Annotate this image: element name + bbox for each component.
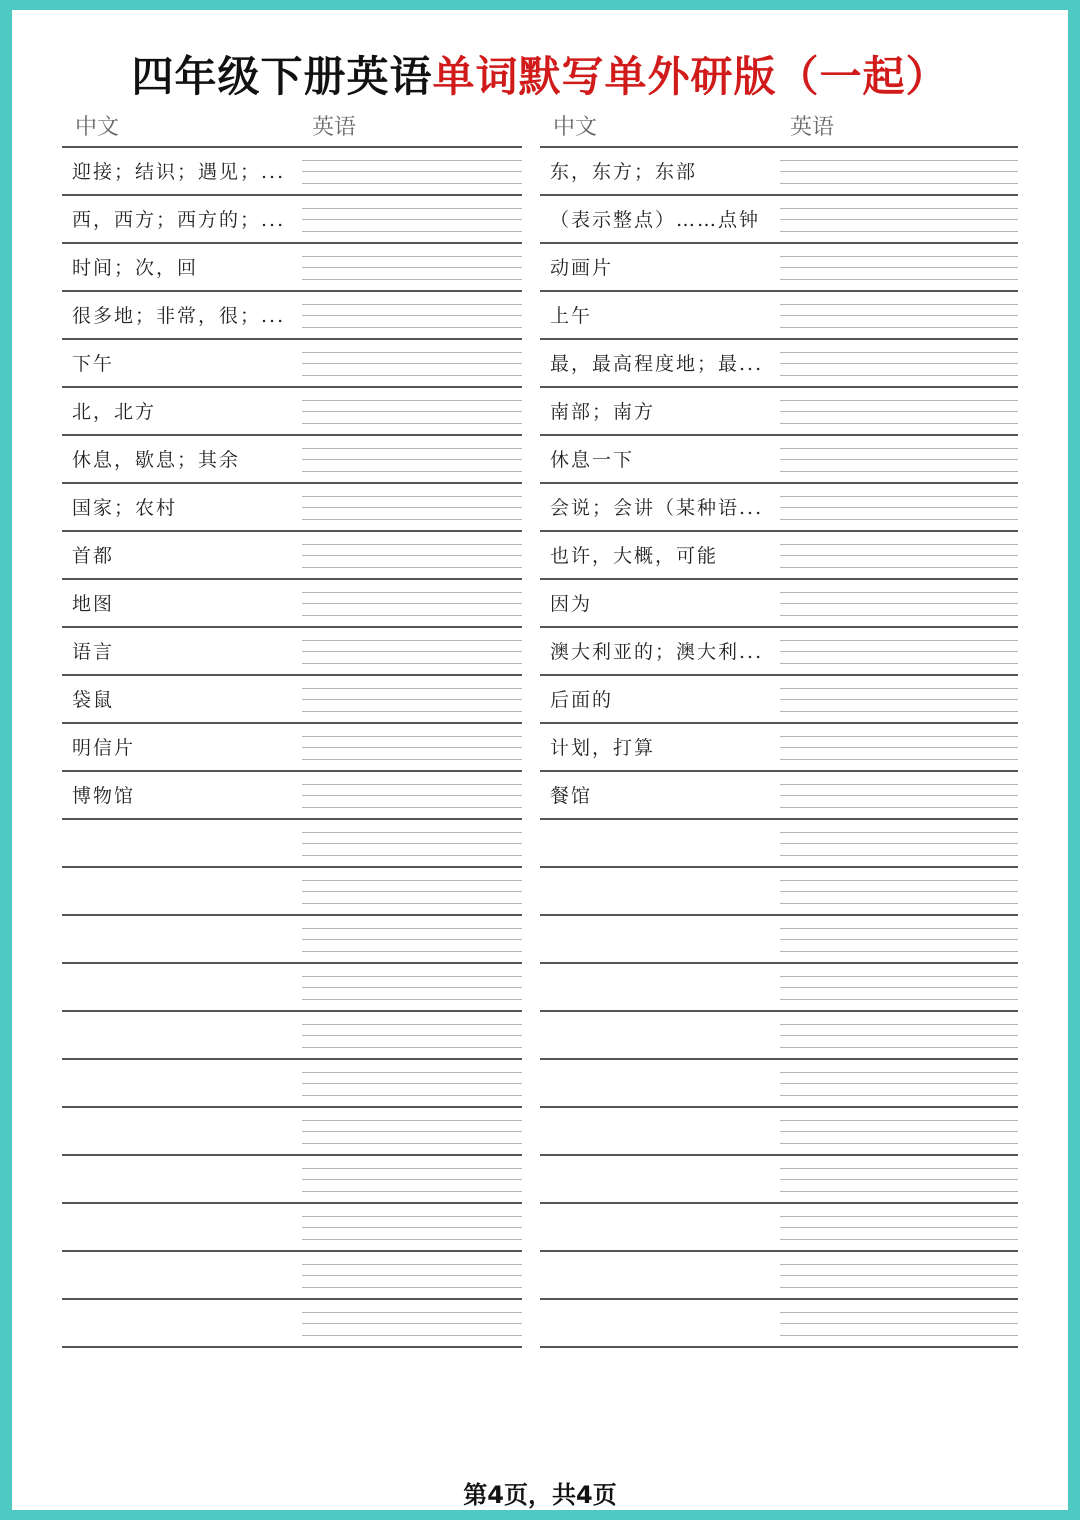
word-row	[540, 676, 1018, 724]
word-row	[62, 1156, 522, 1204]
chinese-word: 国家；农村	[72, 497, 178, 519]
word-row	[540, 1204, 1018, 1252]
word-row	[540, 388, 1018, 436]
english-writing-lines[interactable]	[302, 1216, 522, 1240]
word-row	[540, 1156, 1018, 1204]
english-writing-lines[interactable]	[780, 544, 1018, 568]
word-row	[62, 964, 522, 1012]
word-row	[62, 724, 522, 772]
word-row	[540, 196, 1018, 244]
english-header: 英语	[790, 115, 835, 140]
word-row	[62, 196, 522, 244]
english-writing-lines[interactable]	[302, 496, 522, 520]
chinese-word: 上午	[550, 305, 593, 327]
chinese-word: 地图	[72, 593, 115, 615]
word-row	[540, 1012, 1018, 1060]
english-writing-lines[interactable]	[780, 1120, 1018, 1144]
word-row	[540, 772, 1018, 820]
english-writing-lines[interactable]	[780, 448, 1018, 472]
english-writing-lines[interactable]	[302, 1168, 522, 1192]
english-writing-lines[interactable]	[780, 304, 1018, 328]
word-row	[62, 868, 522, 916]
english-writing-lines[interactable]	[302, 736, 522, 760]
english-writing-lines[interactable]	[780, 784, 1018, 808]
worksheet-page	[12, 10, 1068, 1510]
word-row	[540, 1108, 1018, 1156]
chinese-word: 博物馆	[72, 785, 136, 807]
word-row	[540, 628, 1018, 676]
english-writing-lines[interactable]	[302, 352, 522, 376]
english-writing-lines[interactable]	[302, 688, 522, 712]
word-row	[62, 1252, 522, 1300]
english-header: 英语	[312, 115, 357, 140]
word-row	[62, 1060, 522, 1108]
english-writing-lines[interactable]	[780, 592, 1018, 616]
word-row	[62, 292, 522, 340]
english-writing-lines[interactable]	[780, 1024, 1018, 1048]
chinese-word: 东，东方；东部	[550, 161, 698, 183]
column-header	[62, 108, 522, 148]
english-writing-lines[interactable]	[780, 1072, 1018, 1096]
word-row	[540, 1300, 1018, 1348]
word-row	[540, 436, 1018, 484]
word-row	[540, 1060, 1018, 1108]
english-writing-lines[interactable]	[302, 1264, 522, 1288]
english-writing-lines[interactable]	[302, 304, 522, 328]
english-writing-lines[interactable]	[780, 880, 1018, 904]
english-writing-lines[interactable]	[302, 832, 522, 856]
english-writing-lines[interactable]	[780, 208, 1018, 232]
word-row	[540, 148, 1018, 196]
english-writing-lines[interactable]	[302, 400, 522, 424]
chinese-word: 计划，打算	[550, 737, 656, 759]
english-writing-lines[interactable]	[302, 1312, 522, 1336]
word-row	[62, 628, 522, 676]
left-rows	[62, 148, 522, 1348]
chinese-header: 中文	[75, 115, 120, 140]
word-row	[540, 820, 1018, 868]
english-writing-lines[interactable]	[302, 928, 522, 952]
chinese-word: （表示整点）……点钟	[550, 209, 761, 231]
english-writing-lines[interactable]	[780, 1216, 1018, 1240]
title-part-grade: 四年级下册英语	[131, 52, 433, 101]
word-row	[62, 388, 522, 436]
english-writing-lines[interactable]	[302, 784, 522, 808]
chinese-word: 休息一下	[550, 449, 635, 471]
word-row	[540, 292, 1018, 340]
chinese-word: 明信片	[72, 737, 136, 759]
chinese-word: 很多地；非常，很；...	[72, 305, 286, 327]
word-row	[62, 340, 522, 388]
chinese-word: 下午	[72, 353, 115, 375]
word-row	[62, 916, 522, 964]
word-row	[62, 820, 522, 868]
word-row	[540, 916, 1018, 964]
left-word-column	[62, 108, 522, 1348]
english-writing-lines[interactable]	[780, 928, 1018, 952]
word-row	[62, 1108, 522, 1156]
english-writing-lines[interactable]	[302, 1024, 522, 1048]
word-row	[540, 244, 1018, 292]
english-writing-lines[interactable]	[302, 448, 522, 472]
chinese-word: 最，最高程度地；最...	[550, 353, 764, 375]
word-row	[540, 580, 1018, 628]
word-row	[62, 772, 522, 820]
chinese-word: 后面的	[550, 689, 614, 711]
chinese-word: 迎接；结识；遇见；...	[72, 161, 286, 183]
chinese-word: 袋鼠	[72, 689, 115, 711]
english-writing-lines[interactable]	[780, 496, 1018, 520]
english-writing-lines[interactable]	[302, 1120, 522, 1144]
word-row	[540, 532, 1018, 580]
chinese-word: 会说；会讲（某种语...	[550, 497, 764, 519]
english-writing-lines[interactable]	[780, 352, 1018, 376]
chinese-word: 澳大利亚的；澳大利...	[550, 641, 764, 663]
word-row	[540, 964, 1018, 1012]
english-writing-lines[interactable]	[780, 688, 1018, 712]
word-row	[62, 148, 522, 196]
chinese-word: 休息，歇息；其余	[72, 449, 241, 471]
chinese-word: 首都	[72, 545, 115, 567]
english-writing-lines[interactable]	[780, 640, 1018, 664]
word-row	[540, 868, 1018, 916]
english-writing-lines[interactable]	[302, 880, 522, 904]
page-number: 第4页，共4页	[463, 1481, 617, 1509]
word-row	[62, 436, 522, 484]
chinese-word: 时间；次，回	[72, 257, 199, 279]
english-writing-lines[interactable]	[302, 208, 522, 232]
word-row	[62, 484, 522, 532]
english-writing-lines[interactable]	[302, 1072, 522, 1096]
chinese-word: 北，北方	[72, 401, 157, 423]
chinese-header: 中文	[553, 115, 598, 140]
title-part-dictation: 单词默写单外研版（一起）	[432, 52, 949, 101]
english-writing-lines[interactable]	[780, 832, 1018, 856]
word-row	[62, 676, 522, 724]
english-writing-lines[interactable]	[780, 256, 1018, 280]
chinese-word: 语言	[72, 641, 115, 663]
word-row	[62, 1300, 522, 1348]
word-row	[62, 580, 522, 628]
english-writing-lines[interactable]	[780, 160, 1018, 184]
chinese-word: 动画片	[550, 257, 614, 279]
english-writing-lines[interactable]	[302, 256, 522, 280]
word-row	[540, 1252, 1018, 1300]
chinese-word: 也许，大概，可能	[550, 545, 719, 567]
english-writing-lines[interactable]	[302, 976, 522, 1000]
word-row	[540, 484, 1018, 532]
english-writing-lines[interactable]	[780, 976, 1018, 1000]
column-header	[540, 108, 1018, 148]
word-row	[62, 532, 522, 580]
word-row	[62, 1204, 522, 1252]
right-word-column	[540, 108, 1018, 1348]
english-writing-lines[interactable]	[302, 160, 522, 184]
chinese-word: 西，西方；西方的；...	[72, 209, 286, 231]
english-writing-lines[interactable]	[780, 1168, 1018, 1192]
english-writing-lines[interactable]	[780, 400, 1018, 424]
chinese-word: 餐馆	[550, 785, 593, 807]
english-writing-lines[interactable]	[780, 1264, 1018, 1288]
right-rows	[540, 148, 1018, 1348]
english-writing-lines[interactable]	[780, 1312, 1018, 1336]
page-title	[12, 44, 1068, 104]
english-writing-lines[interactable]	[302, 592, 522, 616]
english-writing-lines[interactable]	[780, 736, 1018, 760]
english-writing-lines[interactable]	[302, 544, 522, 568]
chinese-word: 因为	[550, 593, 593, 615]
word-row	[62, 1012, 522, 1060]
english-writing-lines[interactable]	[302, 640, 522, 664]
word-row	[62, 244, 522, 292]
word-row	[540, 340, 1018, 388]
word-row	[540, 724, 1018, 772]
chinese-word: 南部；南方	[550, 401, 656, 423]
